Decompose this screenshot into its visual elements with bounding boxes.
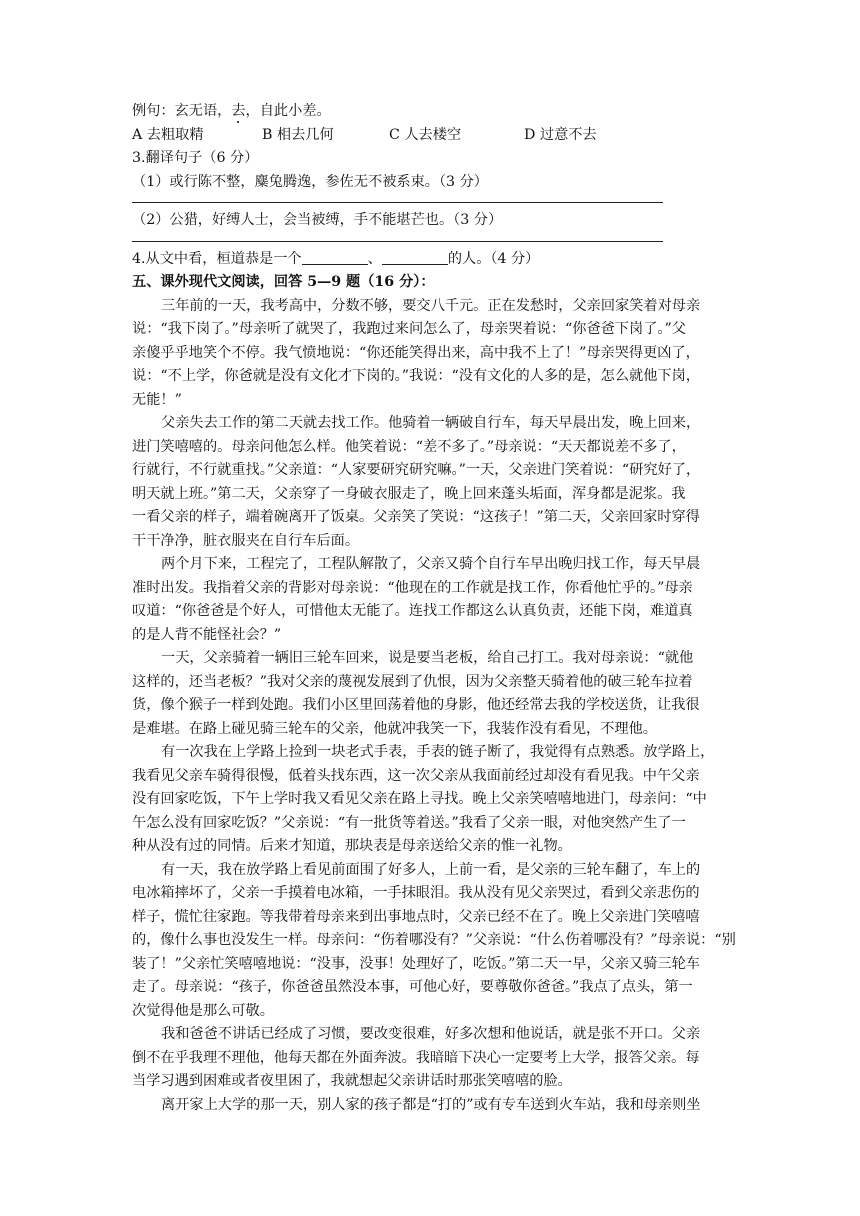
answer-options (132, 124, 735, 148)
question-4-prefix: 4.从文中看，桓道恭是一个 (132, 250, 302, 267)
passage-line: 午怎么没有回家吃饭？”父亲说：“有一批货等着送。”我看了父亲一眼，对他突然产生了一 (132, 814, 686, 831)
passage-line: 行就行，不行就重找。”父亲道：“人家要研究研究嘛。”一天，父亲进门笑着说：“研究好了， (132, 462, 701, 478)
passage-line: 样子，慌忙往家跑。等我带着母亲来到出事地点时，父亲已经不在了。晚上父亲进门笑嘻嘻 (132, 908, 700, 925)
option-d: D 过意不去 (524, 126, 597, 143)
question-3-sentence-1: （1）或行陈不整，麋兔腾逸，参佐无不被系束。（3 分） (132, 173, 488, 190)
passage-line: 干干净净，脏衣服夹在自行车后面。 (132, 532, 360, 549)
passage-line: 我和爸爸不讲话已经成了习惯，要改变很难，好多次想和他说话，就是张不开口。父亲 (161, 1026, 701, 1042)
passage-line: 两个月下来，工程完了，工程队解散了，父亲又骑个自行车早出晚归找工作，每天早晨 (161, 556, 701, 572)
passage-line: 亲傻乎乎地笑个不停。我气愤地说：“你还能笑得出来，高中我不上了！”母亲哭得更凶了， (132, 344, 700, 361)
passage-line: 的是人背不能怪社会？” (132, 626, 282, 643)
passage-line: 货，像个猴子一样到处跑。我们小区里回荡着他的身影，他还经常去我的学校送货，让我很 (132, 697, 700, 713)
blank-2 (382, 250, 448, 265)
passage-line: 的，像什么事也没发生一样。母亲问：“伤着哪没有？”父亲说：“什么伤着哪没有？”母亲说：“别 (132, 932, 736, 948)
passage-line: 离开家上大学的那一天，别人家的孩子都是“打的”或有专车送到火车站，我和母亲则坐 (161, 1096, 701, 1113)
passage (132, 295, 735, 1118)
example-prefix: 例句：玄无语， (132, 103, 232, 119)
passage-line: 叹道：“你爸爸是个好人，可惜他太无能了。连找工作都这么认真负责，还能下岗，难道真 (132, 603, 693, 619)
section-5-title: 五、课外现代文阅读，回答 5—9 题（16 分）： (132, 274, 435, 290)
passage-line: 无能！” (132, 391, 182, 408)
question-4-suffix: 的人。（4 分） (447, 250, 540, 267)
question-3-title: 3.翻译句子（6 分） (132, 150, 259, 166)
passage-line: 我看见父亲车骑得很慢，低着头找东西，这一次父亲从我面前经过却没有看见我。中午父亲 (132, 767, 700, 784)
passage-line: 种从没有过的同情。后来才知道，那块表是母亲送给父亲的惟一礼物。 (132, 838, 572, 854)
answer-line-1 (132, 202, 663, 203)
document-page (132, 100, 735, 1117)
passage-line: 次觉得他是那么可敬。 (132, 1002, 274, 1019)
example-suffix: ，自此小差。 (245, 103, 331, 119)
passage-line: 明天就上班。”第二天，父亲穿了一身破衣服走了，晚上回来蓬头垢面，浑身都是泥浆。我 (132, 485, 686, 502)
passage-line: 一看父亲的样子，端着碗离开了饭桌。父亲笑了笑说：“这孩子！”第二天，父亲回家时穿得 (132, 509, 700, 525)
option-a: A 去粗取精 (132, 126, 204, 143)
option-b: B 相去几何 (262, 126, 334, 143)
option-c: C 人去楼空 (389, 126, 462, 143)
passage-line: 一天，父亲骑着一辆旧三轮车回来，说是要当老板，给自己打工。我对母亲说：“就他 (161, 650, 694, 666)
question-3-sentence-2: （2）公猎，好缚人士，会当被缚，手不能堪芒也。（3 分） (132, 212, 503, 228)
blank-1 (302, 250, 368, 265)
passage-line: 准时出发。我指着父亲的背影对母亲说：“他现在的工作就是找工作，你看他忙乎的。”母亲 (132, 579, 693, 596)
passage-line: 父亲失去工作的第二天就去找工作。他骑着一辆破自行车，每天早晨出发，晚上回来， (161, 415, 701, 431)
example-sentence (132, 100, 735, 124)
passage-line: 这样的，还当老板？”我对父亲的蔑视发展到了仇恨，因为父亲整天骑着他的破三轮车拉着 (132, 673, 693, 690)
question-4 (132, 248, 735, 272)
passage-line: 当学习遇到困难或者夜里困了，我就想起父亲讲话时那张笑嘻嘻的脸。 (132, 1073, 572, 1089)
passage-line: 没有回家吃饭，下午上学时我又看见父亲在路上寻找。晚上父亲笑嘻嘻地进门，母亲问：“中 (132, 791, 707, 807)
passage-line: 三年前的一天，我考高中，分数不够，要交八千元。正在发愁时，父亲回家笑着对母亲 (161, 297, 701, 314)
passage-line: 是难堪。在路上碰见骑三轮车的父亲，他就冲我笑一下，我装作没有看见，不理他。 (132, 720, 657, 737)
passage-line: 电冰箱摔坏了，父亲一手摸着电冰箱，一手抹眼泪。我从没有见父亲哭过，看到父亲悲伤的 (132, 885, 700, 901)
passage-line: 走了。母亲说：“孩子，你爸爸虽然没本事，可他心好，要尊敬你爸爸。”我点了点头，第一 (132, 979, 693, 995)
question-4-separator: 、 (367, 250, 382, 267)
passage-line: 说：“不上学，你爸就是没有文化才下岗的。”我说：“没有文化的人多的是，怎么就他下岗， (132, 368, 700, 384)
passage-line: 有一次我在上学路上捡到一块老式手表，手表的链子断了，我觉得有点熟悉。放学路上， (161, 744, 715, 760)
answer-line-2 (132, 241, 663, 242)
passage-line: 装了！”父亲忙笑嘻嘻地说：“没事，没事！处理好了，吃饭。”第二天一早，父亲又骑三轮车 (132, 955, 700, 972)
example-dotted-char: 去 (231, 103, 246, 119)
passage-line: 有一天，我在放学路上看见前面围了好多人，上前一看，是父亲的三轮车翻了，车上的 (161, 861, 701, 878)
passage-line: 说：“我下岗了。”母亲听了就哭了，我跑过来问怎么了，母亲哭着说：“你爸爸下岗了。”父 (132, 321, 686, 337)
passage-line: 进门笑嘻嘻的。母亲问他怎么样。他笑着说：“差不多了。”母亲说：“天天都说差不多了， (132, 438, 686, 455)
passage-line: 倒不在乎我理不理他，他每天都在外面奔波。我暗暗下决心一定要考上大学，报答父亲。每 (132, 1049, 700, 1066)
